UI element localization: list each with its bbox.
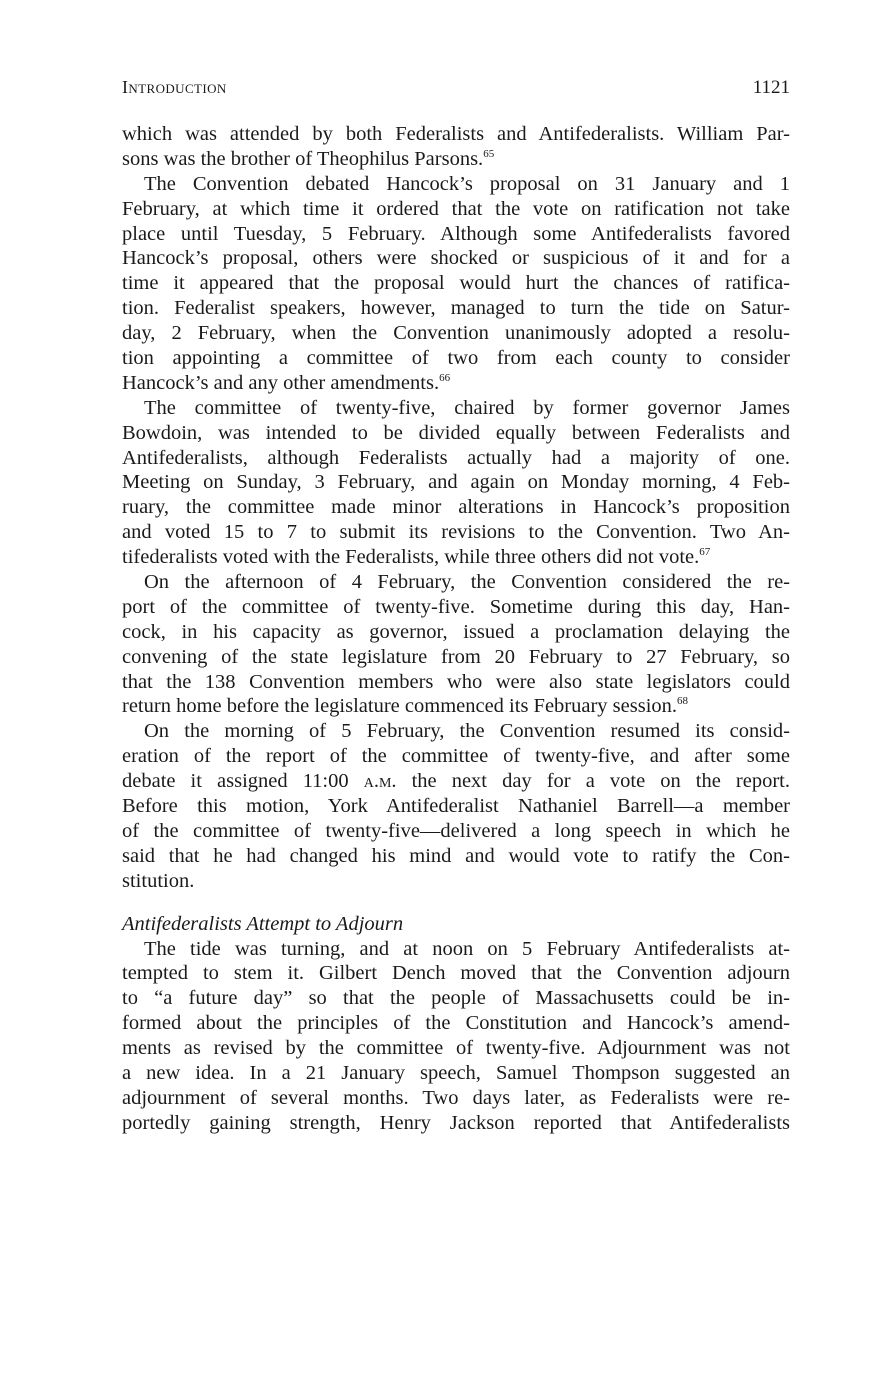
section-heading: Antifederalists Attempt to Adjourn: [122, 912, 404, 935]
text-line: which was attended by both Federalists and Antifederalists. William Par-: [122, 123, 790, 145]
paragraph: [122, 719, 790, 893]
text-line: debate it assigned 11:00 a.m. the next day for a vote on the report.: [122, 770, 790, 793]
page-number: 1121: [752, 77, 790, 98]
text-line: The Convention debated Hancock’s proposal on 31 January and 1: [144, 172, 790, 195]
text-line: The committee of twenty-five, chaired by former governor James: [144, 396, 790, 419]
text-line: portedly gaining strength, Henry Jackson reported that Antifederalists: [122, 1111, 790, 1134]
text-line: ruary, the committee made minor alterations in Hancock’s proposition: [122, 496, 790, 519]
paragraph: [122, 937, 790, 1136]
paragraph: [122, 122, 790, 172]
text-line: February, at which time it ordered that the vote on ratification not take: [122, 197, 790, 220]
text-line: Hancock’s proposal, others were shocked or suspicious of it and for a: [122, 247, 790, 270]
paragraph: [122, 570, 790, 719]
text-line: convening of the state legislature from 20 February to 27 February, so: [122, 645, 790, 668]
text-line: return home before the legislature commenced its February session.$^{68}$: [122, 695, 689, 718]
footnote-ref: 66: [439, 371, 451, 384]
text-line: On the morning of 5 February, the Convention resumed its consid-: [144, 720, 790, 743]
footnote-ref: 68: [677, 695, 689, 708]
text-line: and voted 15 to 7 to submit its revisions to the Convention. Two An-: [122, 521, 790, 544]
time-abbreviation: a.m.: [363, 770, 397, 793]
paragraph: [122, 172, 790, 396]
text-line: tempted to stem it. Gilbert Dench moved that the Convention adjourn: [122, 962, 790, 985]
text-line: Meeting on Sunday, 3 February, and again on Monday morning, 4 Feb-: [122, 471, 790, 494]
text-line: Antifederalists, although Federalists actually had a majority of one.: [122, 446, 790, 469]
text-line: sons was the brother of Theophilus Parsons.$^{65}$: [122, 147, 495, 170]
footnote-ref: 65: [483, 147, 495, 160]
text-line: stitution.: [122, 869, 195, 892]
text-line: day, 2 February, when the Convention unanimously adopted a resolu-: [122, 322, 790, 345]
text-line: place until Tuesday, 5 February. Although some Antifederalists favored: [122, 222, 790, 245]
running-head: Introduction: [122, 77, 227, 97]
text-line: ments as revised by the committee of twenty-five. Adjournment was not: [122, 1037, 790, 1060]
text-line: tion. Federalist speakers, however, managed to turn the tide on Satur-: [122, 297, 790, 320]
text-line: eration of the report of the committee of twenty-five, and after some: [122, 745, 790, 768]
text-line: tifederalists voted with the Federalists, while three others did not vote.$^{67}$: [122, 546, 711, 569]
text-line: of the committee of twenty-five—delivered a long speech in which he: [122, 819, 790, 842]
text-line: The tide was turning, and at noon on 5 February Antifederalists at-: [144, 937, 790, 960]
text-line: tion appointing a committee of two from each county to consider: [122, 347, 790, 370]
text-line: port of the committee of twenty-five. Sometime during this day, Han-: [122, 595, 790, 618]
text-line: Before this motion, York Antifederalist Nathaniel Barrell—a member: [122, 795, 790, 818]
text-line: cock, in his capacity as governor, issued a proclamation delaying the: [122, 620, 790, 643]
footnote-ref: 67: [699, 546, 711, 559]
text-line: said that he had changed his mind and would vote to ratify the Con-: [122, 844, 790, 867]
text-line: adjournment of several months. Two days later, as Federalists were re-: [122, 1086, 790, 1109]
page-header: [122, 77, 790, 101]
text-line: a new idea. In a 21 January speech, Samuel Thompson suggested an: [122, 1061, 790, 1084]
text-line: Bowdoin, was intended to be divided equally between Federalists and: [122, 421, 790, 444]
text-line: to “a future day” so that the people of Massachusetts could be in-: [122, 987, 790, 1010]
text-line: that the 138 Convention members who were also state legislators could: [122, 670, 790, 693]
paragraph: [122, 396, 790, 570]
body-text: [122, 122, 790, 1136]
text-line: formed about the principles of the Constitution and Hancock’s amend-: [122, 1012, 790, 1035]
text-line: On the afternoon of 4 February, the Convention considered the re-: [144, 571, 790, 594]
text-line: Hancock’s and any other amendments.$^{66}$: [122, 371, 451, 394]
text-line: time it appeared that the proposal would hurt the chances of ratifica-: [122, 272, 790, 295]
